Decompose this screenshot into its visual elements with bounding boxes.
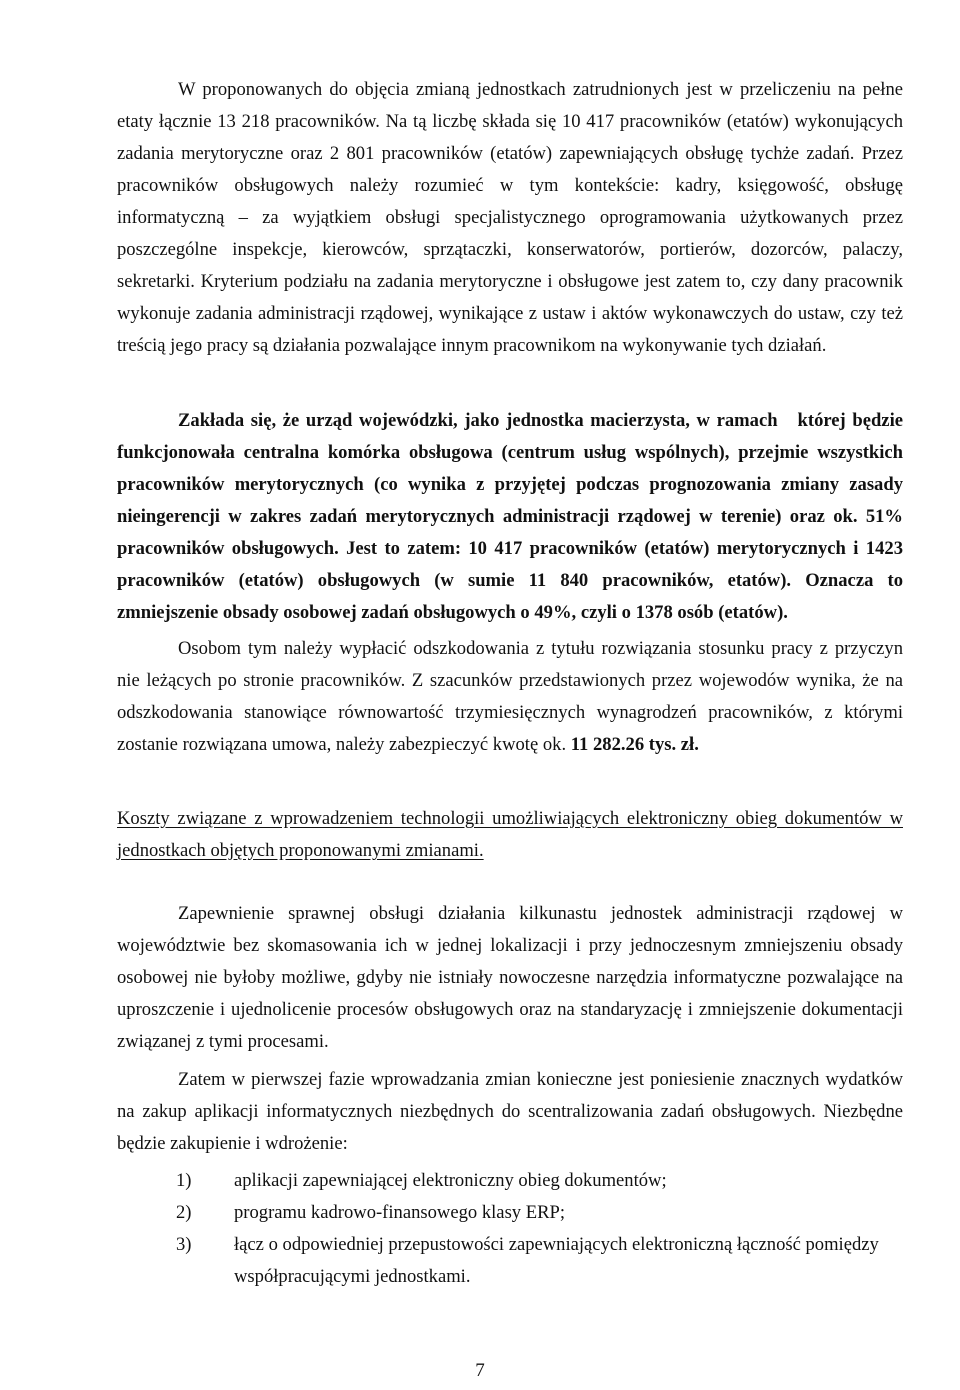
paragraph-severance-text: Osobom tym należy wypłacić odszkodowania z tytułu rozwiązania stosunku pracy z przyczyn nie leżących po stronie pracowników. Z szacunków przedstawionych przez wojewodów wynika, że na odszkodowania stanowiące równowartość trzymiesięcznych wynagrodzeń pracowników, z którymi zostanie rozwiązana umowa, należy zabezpieczyć kwotę ok. xyxy=(117,638,903,755)
paragraph-severance xyxy=(117,633,903,761)
paragraph-it-tools xyxy=(117,898,903,1058)
paragraph-assumption-gap xyxy=(778,410,798,431)
paragraph-expenses xyxy=(117,1064,903,1160)
paragraph-assumption-text-2: której będzie funkcjonowała centralna komórka obsługowa (centrum usług wspólnych), przejmie wszystkich pracowników merytorycznych (co wynika z przyjętej podczas prognozowania zmiany zasady nieingerencji w zakres zadań merytorycznych administracji rządowej w terenie) oraz ok. 51% pracowników obsługowych. Jest to zatem: 10 417 pracowników (etatów) merytorycznych i 1423 pracowników (etatów) obsługowych (w sumie 11 840 pracowników, etatów). Oznacza to zmniejszenie obsady osobowej zadań obsługowych o 49%, czyli o 1378 osób (etatów). xyxy=(117,410,903,623)
page-number: 7 xyxy=(475,1360,485,1381)
purchase-list xyxy=(176,1165,903,1293)
list-item-number: 1) xyxy=(176,1170,192,1191)
list-item-text: łącz o odpowiedniej przepustowości zapewniających elektroniczną łączność pomiędzy współpracującymi jednostkami. xyxy=(234,1234,879,1287)
paragraph-assumption xyxy=(117,405,903,629)
paragraph-assumption-text-1: Zakłada się, że urząd wojewódzki, jako jednostka macierzysta, w ramach xyxy=(178,410,778,431)
paragraph-it-tools-text: Zapewnienie sprawnej obsługi działania kilkunastu jednostek administracji rządowej w województwie bez skomasowania ich w jednej lokalizacji i przy jednoczesnym zmniejszeniu obsady osobowej nie byłoby możliwe, gdyby nie istniały nowoczesne narzędzia informatyczne pozwalające na uproszczenie i ujednolicenie procesów obsługowych oraz na standaryzację i zmniejszenie dokumentacji związanej z tymi procesami. xyxy=(117,903,903,1052)
list-item-text: programu kadrowo-finansowego klasy ERP; xyxy=(234,1202,566,1223)
section-heading: Koszty związane z wprowadzeniem technologii umożliwiających elektroniczny obieg dokumentów w jednostkach objętych proponowanymi zmianami. xyxy=(117,808,903,861)
paragraph-employment-text: W proponowanych do objęcia zmianą jednostkach zatrudnionych jest w przeliczeniu na pełne etaty łącznie 13 218 pracowników. Na tą liczbę składa się 10 417 pracowników (etatów) wykonujących zadania merytoryczne oraz 2 801 pracowników (etatów) zapewniających obsługę tychże zadań. Przez pracowników obsługowych należy rozumieć w tym kontekście: kadry, księgowość, obsługę informatyczną – za wyjątkiem obsługi specjalistycznego oprogramowania użytkowanych przez poszczególne inspekcje, kierowców, sprzątaczki, konserwatorów, portierów, dozorców, palaczy, sekretarki. Kryterium podziału na zadania merytoryczne i obsługowe jest zatem to, czy dany pracownik wykonuje zadania administracji rządowej, wynikające z ustaw i aktów wykonawczych do ustaw, czy też treścią jego pracy są działania pozwalające innym pracownikom na wykonywanie tych działań. xyxy=(117,79,903,356)
list-item xyxy=(176,1197,903,1229)
paragraph-employment xyxy=(117,74,903,362)
list-item-text: aplikacji zapewniającej elektroniczny obieg dokumentów; xyxy=(234,1170,667,1191)
list-item xyxy=(176,1165,903,1197)
list-item-number: 3) xyxy=(176,1234,192,1255)
list-item-number: 2) xyxy=(176,1202,192,1223)
severance-amount: 11 282.26 tys. zł. xyxy=(570,734,699,755)
paragraph-expenses-text: Zatem w pierwszej fazie wprowadzania zmian konieczne jest poniesienie znacznych wydatków na zakup aplikacji informatycznych niezbędnych do scentralizowania zadań obsługowych. Niezbędne będzie zakupienie i wdrożenie: xyxy=(117,1069,903,1154)
list-item xyxy=(176,1229,903,1293)
